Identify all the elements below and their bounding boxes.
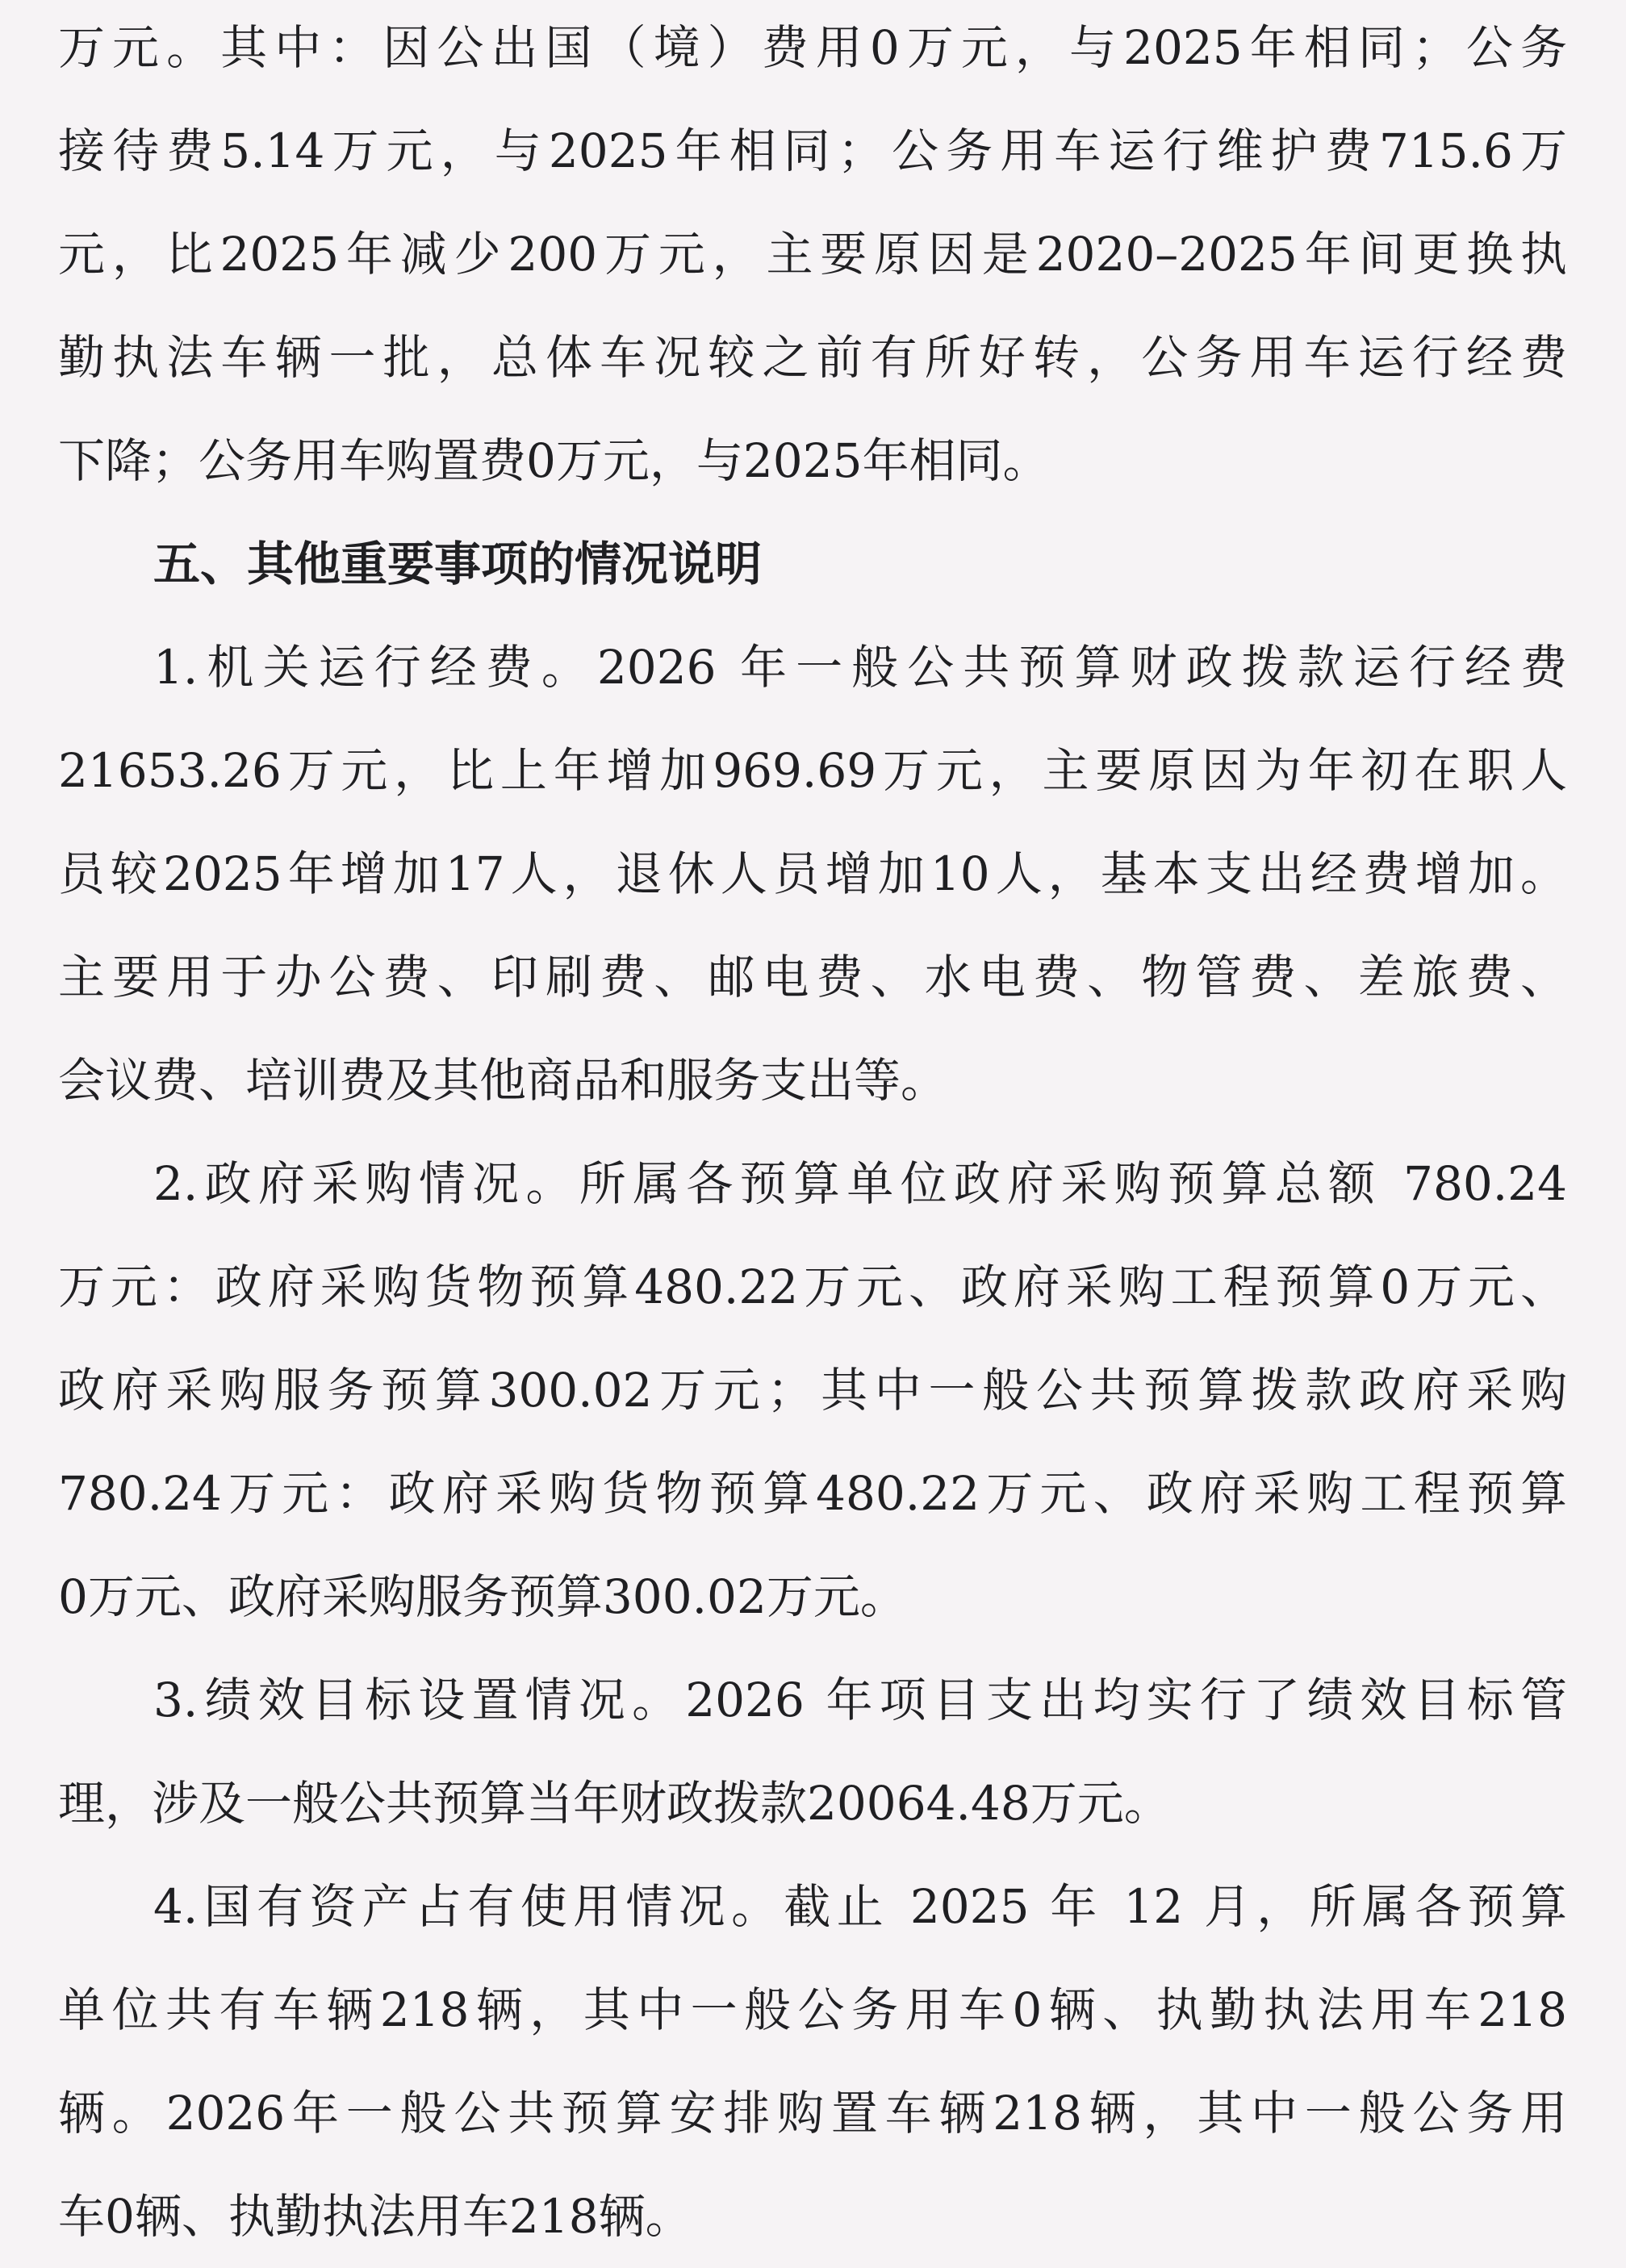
text-line: 万元：政府采购货物预算480.22万元、政府采购工程预算0万元、 [58, 1259, 1567, 1314]
text-line: 勤执法车辆一批，总体车况较之前有所好转，公务用车运行经费 [58, 330, 1567, 385]
text-line: 3.绩效目标设置情况。2026 年项目支出均实行了绩效目标管 [153, 1673, 1567, 1727]
text-line: 车0辆、执勤执法用车218辆。 [58, 2189, 692, 2244]
text-line: 接待费5.14万元，与2025年相同；公务用车运行维护费715.6万 [58, 123, 1567, 178]
text-line: 1.机关运行经费。2026 年一般公共预算财政拨款运行经费 [153, 640, 1567, 695]
text-line: 2.政府采购情况。所属各预算单位政府采购预算总额 780.24 [153, 1156, 1567, 1211]
text-line: 元，比2025年减少200万元，主要原因是2020–2025年间更换执 [58, 227, 1567, 282]
section-heading: 五、其他重要事项的情况说明 [153, 537, 763, 591]
text-line: 主要用于办公费、印刷费、邮电费、水电费、物管费、差旅费、 [58, 950, 1567, 1005]
text-line: 4.国有资产占有使用情况。截止 2025 年 12 月，所属各预算 [153, 1879, 1567, 1934]
text-line: 单位共有车辆218辆，其中一般公务用车0辆、执勤执法用车218 [58, 1982, 1567, 2037]
text-line: 会议费、培训费及其他商品和服务支出等。 [58, 1053, 948, 1108]
text-line: 万元。其中：因公出国（境）费用0万元，与2025年相同；公务 [58, 20, 1567, 75]
text-line: 780.24万元：政府采购货物预算480.22万元、政府采购工程预算 [58, 1466, 1567, 1521]
text-line: 0万元、政府采购服务预算300.02万元。 [58, 1569, 907, 1624]
text-line: 员较2025年增加17人，退休人员增加10人，基本支出经费增加。 [58, 846, 1567, 901]
text-line: 21653.26万元，比上年增加969.69万元，主要原因为年初在职人 [58, 743, 1567, 798]
text-line: 理，涉及一般公共预算当年财政拨款20064.48万元。 [58, 1776, 1171, 1831]
text-line: 下降；公务用车购置费0万元，与2025年相同。 [58, 433, 1050, 488]
text-line: 辆。2026年一般公共预算安排购置车辆218辆，其中一般公务用 [58, 2086, 1567, 2141]
text-line: 政府采购服务预算300.02万元；其中一般公共预算拨款政府采购 [58, 1363, 1567, 1418]
